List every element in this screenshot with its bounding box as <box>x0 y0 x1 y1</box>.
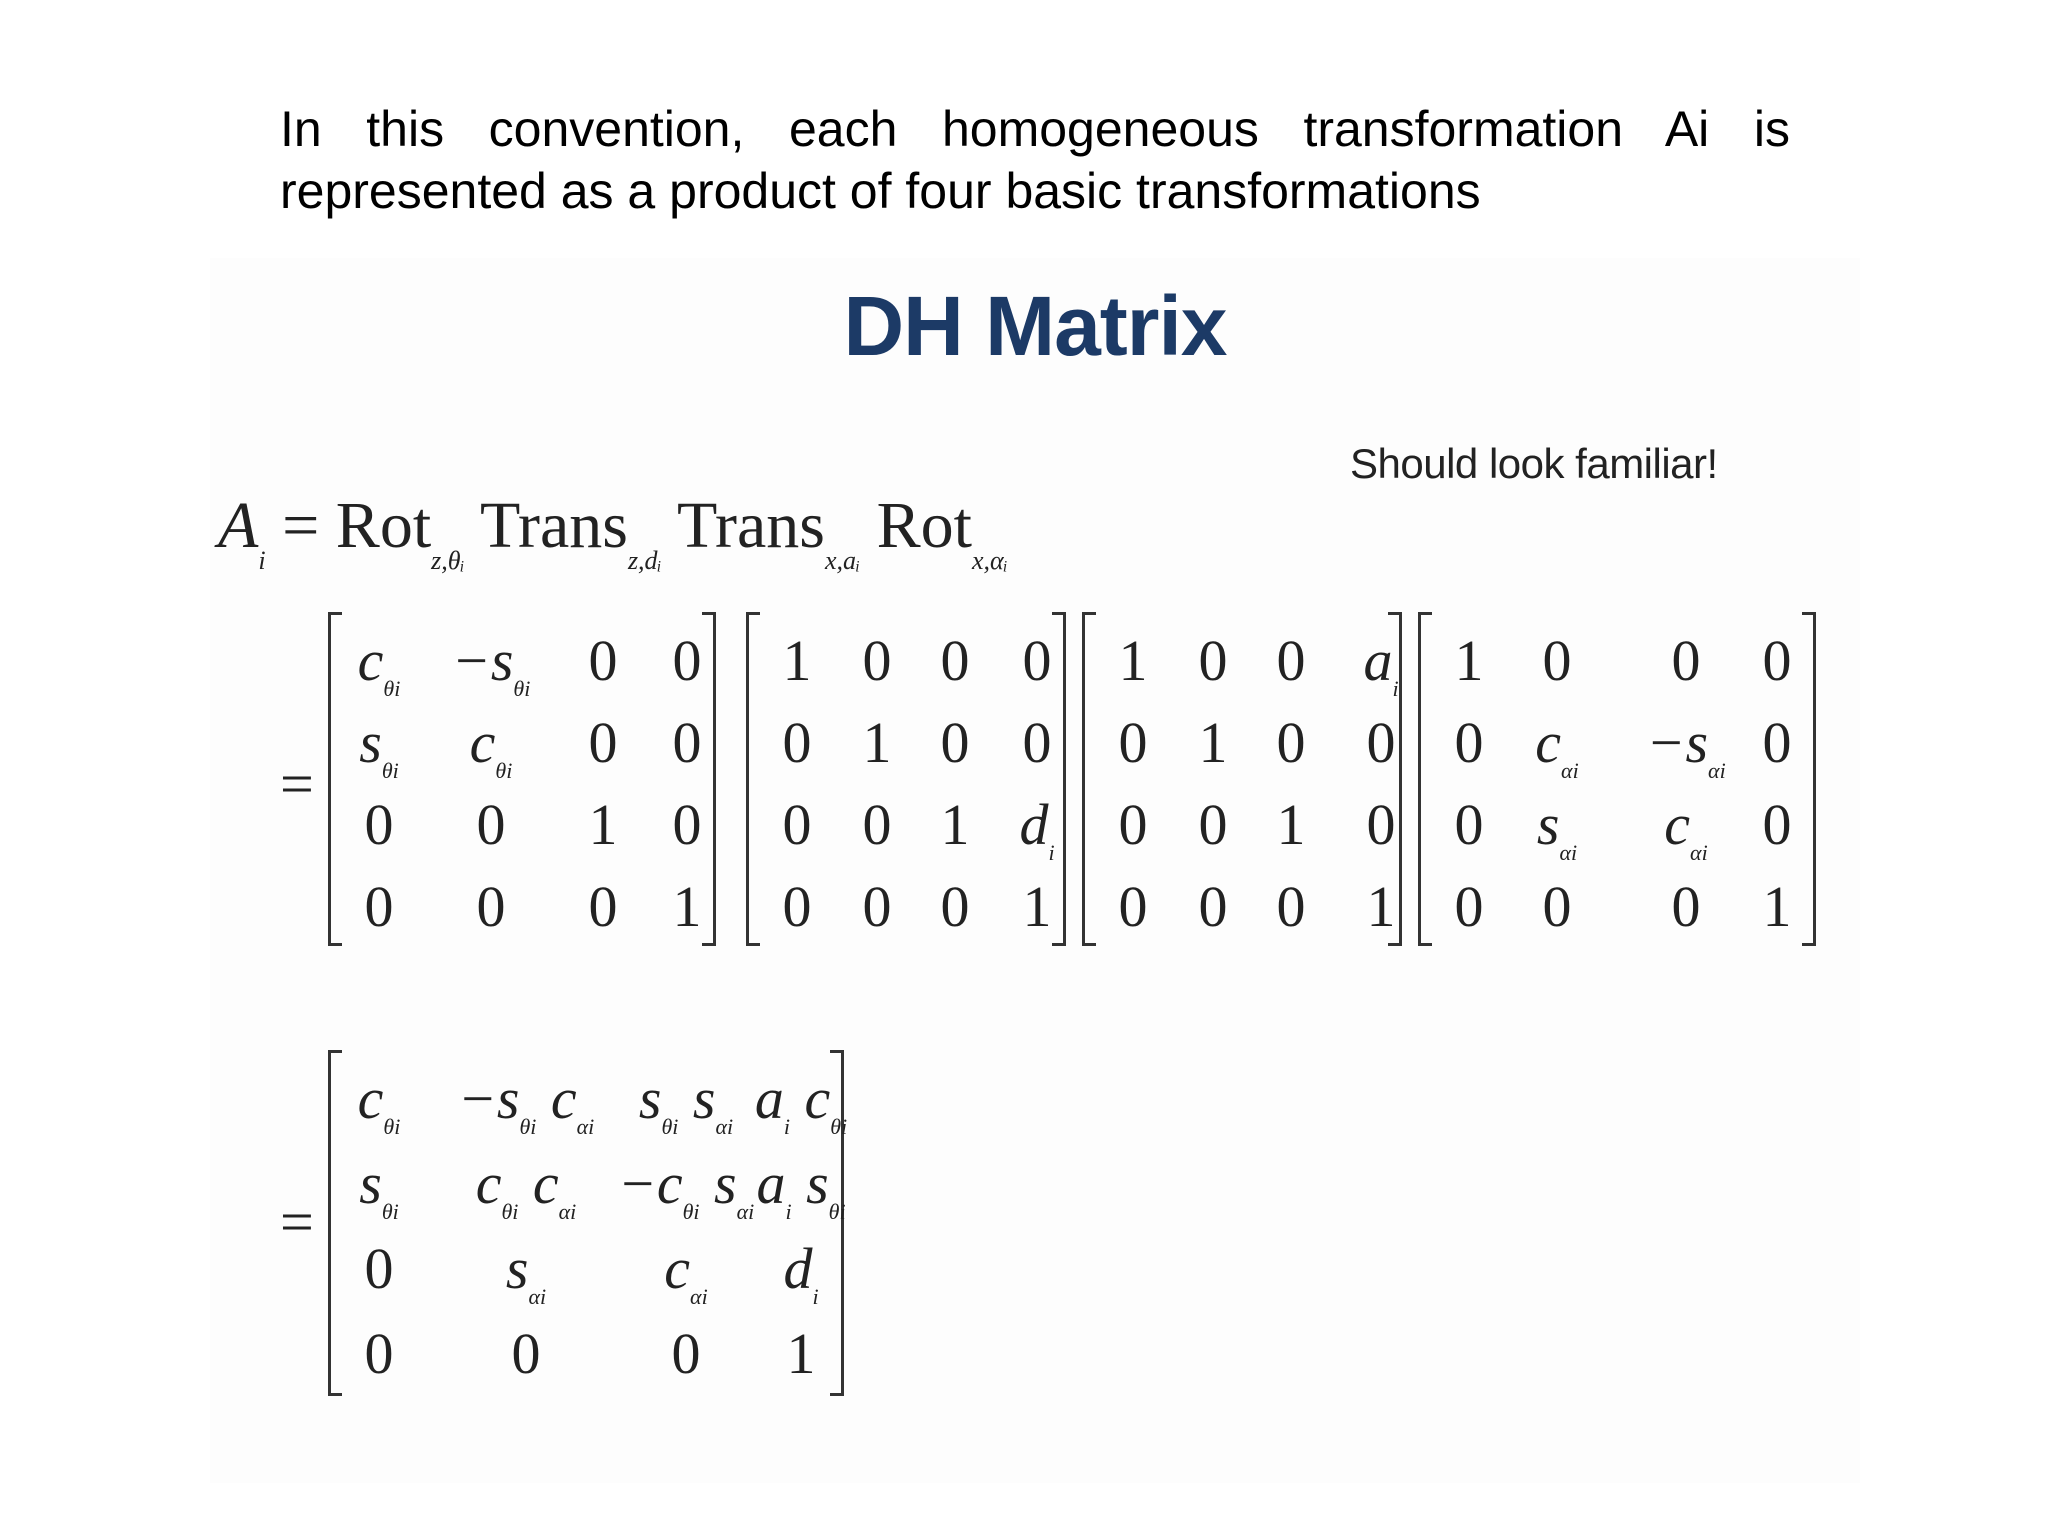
dh-matrix-figure <box>210 258 1860 1483</box>
intro-paragraph <box>280 98 1790 222</box>
matrix-cell: 0 <box>364 792 394 857</box>
matrix-cell: 0 <box>1671 628 1701 693</box>
matrix-cell: 1 <box>1366 874 1396 939</box>
rot-x-matrix <box>1418 615 1816 943</box>
matrix-cell: 1 <box>1276 792 1306 857</box>
matrix-cell: $d_i$ <box>1019 792 1055 865</box>
matrix-cell: 1 <box>1198 710 1228 775</box>
matrix-cell: 1 <box>1022 874 1052 939</box>
equals-symbol: = <box>282 489 320 562</box>
matrix-cell: 0 <box>364 874 394 939</box>
trans-z-matrix <box>746 615 1066 943</box>
rot-z-matrix <box>328 615 716 943</box>
matrix-cell: 0 <box>940 874 970 939</box>
term-name: Rot <box>876 489 972 562</box>
matrix-cell: 0 <box>671 1321 701 1386</box>
definition-equation <box>218 488 1008 576</box>
matrix-cell: 0 <box>862 628 892 693</box>
matrix-cell: $c_{\alpha i}$ <box>664 1236 708 1309</box>
matrix-cell: 0 <box>1198 792 1228 857</box>
matrix-cell: 1 <box>786 1321 816 1386</box>
matrix-cell: 0 <box>476 874 506 939</box>
matrix-cell: $a_i$ $c_{\theta i}$ <box>754 1066 848 1139</box>
matrix-cell: 0 <box>1118 792 1148 857</box>
matrix-cell: 0 <box>1118 874 1148 939</box>
matrix-cell: 0 <box>1118 710 1148 775</box>
intro-word: each <box>788 101 898 157</box>
matrix-cell: 0 <box>364 1236 394 1301</box>
matrix-cell: 0 <box>588 874 618 939</box>
matrix-cell: 0 <box>588 710 618 775</box>
matrix-cell: 1 <box>588 792 618 857</box>
matrix-cell: $a_i$ <box>1363 628 1399 701</box>
matrix-cell: 1 <box>1118 628 1148 693</box>
intro-line-1 <box>280 98 1790 160</box>
matrix-cell: 0 <box>1762 628 1792 693</box>
matrix-cell: 1 <box>862 710 892 775</box>
trans-x-matrix <box>1082 615 1402 943</box>
matrix-cell: 0 <box>1022 710 1052 775</box>
matrix-cell: 1 <box>1762 874 1792 939</box>
matrix-cell: 1 <box>782 628 812 693</box>
intro-word: In <box>280 101 322 157</box>
matrix-cell: $-s_{\alpha i}$ <box>1646 710 1726 783</box>
matrix-cell: 0 <box>1022 628 1052 693</box>
matrix-cell: $d_i$ <box>783 1236 819 1309</box>
matrix-cell: 0 <box>1198 874 1228 939</box>
matrix-cell: 0 <box>782 710 812 775</box>
matrix-cell: 0 <box>862 792 892 857</box>
matrix-cell: 0 <box>476 792 506 857</box>
intro-word: Ai <box>1664 101 1710 157</box>
matrix-cell: 0 <box>1366 792 1396 857</box>
matrix-cell: 0 <box>862 874 892 939</box>
matrix-cell: $c_{\theta i}$ <box>357 628 401 701</box>
lhs-subscript: i <box>258 546 266 575</box>
matrix-cell: $-s_{\theta i}$ $c_{\alpha i}$ <box>457 1066 595 1139</box>
term-subscript: z,dᵢ <box>627 546 662 575</box>
matrix-cell: 0 <box>940 628 970 693</box>
matrix-cell: $-s_{\theta i}$ <box>451 628 531 701</box>
matrix-cell: 0 <box>1671 874 1701 939</box>
matrix-cell: $c_{\theta i}$ <box>469 710 513 783</box>
matrix-cell: 0 <box>782 792 812 857</box>
figure-title: DH Matrix <box>843 279 1227 373</box>
matrix-cell: $s_{\theta i}$ <box>359 1151 399 1224</box>
matrix-cell: 0 <box>1542 874 1572 939</box>
matrix-cell: 0 <box>1276 628 1306 693</box>
equals-sign: = <box>280 1189 314 1255</box>
matrix-cell: 0 <box>1276 710 1306 775</box>
matrix-cell: 0 <box>672 792 702 857</box>
matrix-cell: 0 <box>1542 628 1572 693</box>
matrix-cell: 0 <box>511 1321 541 1386</box>
term-name: Trans <box>676 489 825 562</box>
term-subscript: x,aᵢ <box>824 546 861 575</box>
intro-line-2: represented as a product of four basic transformations <box>280 163 1481 219</box>
lhs-symbol: A <box>218 489 259 562</box>
matrix-cell: 0 <box>1454 874 1484 939</box>
intro-word: is <box>1753 101 1790 157</box>
intro-word: convention, <box>488 101 745 157</box>
matrix-cell: $c_{\theta i}$ $c_{\alpha i}$ <box>475 1151 577 1224</box>
matrix-cell: 0 <box>1762 710 1792 775</box>
matrix-cell: 0 <box>1366 710 1396 775</box>
matrix-cell: $c_{\theta i}$ <box>357 1066 401 1139</box>
term-subscript: x,αᵢ <box>971 546 1008 575</box>
matrix-cell: 0 <box>672 628 702 693</box>
intro-word: homogeneous <box>941 101 1259 157</box>
matrix-cell: 0 <box>588 628 618 693</box>
matrix-cell: $c_{\alpha i}$ <box>1664 792 1708 865</box>
matrix-cell: 0 <box>940 710 970 775</box>
matrix-cell: $s_{\theta i}$ <box>359 710 399 783</box>
matrix-cell: 0 <box>782 874 812 939</box>
matrix-cell: 0 <box>1762 792 1792 857</box>
matrix-cell: 0 <box>1276 874 1306 939</box>
matrix-cell: $s_{\alpha i}$ <box>1536 792 1578 865</box>
matrix-cell: $s_{\theta i}$ $s_{\alpha i}$ <box>638 1066 734 1139</box>
matrix-cell: 0 <box>672 710 702 775</box>
result-matrix <box>328 1053 848 1393</box>
matrix-cell: $s_{\alpha i}$ <box>505 1236 547 1309</box>
matrix-cell: 1 <box>672 874 702 939</box>
matrix-cell: 0 <box>364 1321 394 1386</box>
matrix-cell: $-c_{\theta i}$ $s_{\alpha i}$ <box>617 1151 755 1224</box>
term-subscript: z,θᵢ <box>431 546 465 575</box>
matrix-cell: $c_{\alpha i}$ <box>1535 710 1579 783</box>
matrix-cell: 1 <box>940 792 970 857</box>
figure-note: Should look familiar! <box>1350 440 1718 487</box>
term-name: Rot <box>335 489 432 562</box>
intro-word: transformation <box>1303 101 1624 157</box>
matrix-cell: 0 <box>1198 628 1228 693</box>
matrix-cell: $a_i$ $s_{\theta i}$ <box>756 1151 846 1224</box>
term-name: Trans <box>479 489 628 562</box>
matrix-cell: 0 <box>1454 710 1484 775</box>
equals-sign: = <box>280 751 314 817</box>
intro-word: this <box>366 101 445 157</box>
matrix-cell: 0 <box>1454 792 1484 857</box>
matrix-cell: 1 <box>1454 628 1484 693</box>
